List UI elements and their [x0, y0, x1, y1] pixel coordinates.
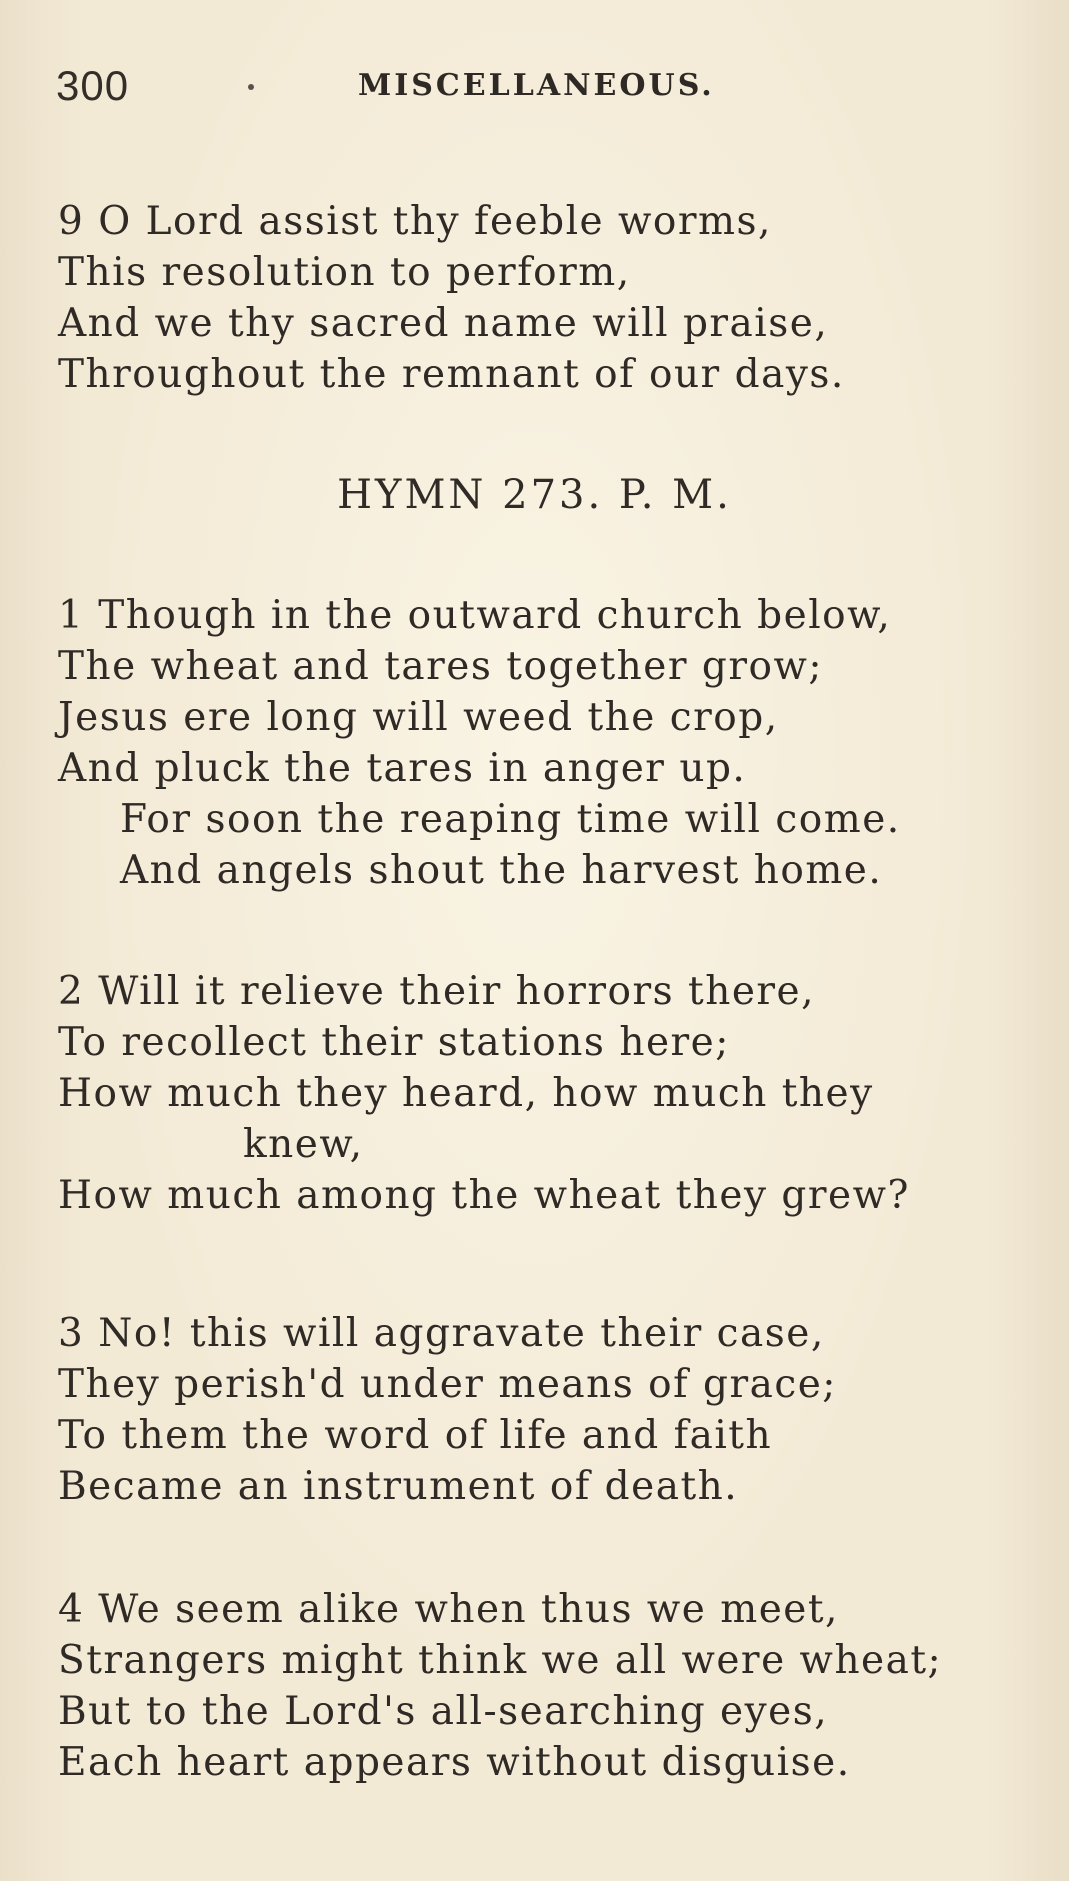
page-number: 300: [56, 62, 130, 109]
page-header: [56, 62, 1016, 122]
stanza-2: [58, 966, 1018, 1221]
verse-line-continuation: knew,: [243, 1122, 364, 1167]
verse-line: Jesus ere long will weed the crop,: [58, 695, 779, 740]
stanza-1: [58, 590, 1018, 896]
stanza-3: [58, 1308, 1018, 1512]
verse-line: Throughout the remnant of our days.: [58, 352, 845, 397]
verse-line: 9 O Lord assist thy feeble worms,: [58, 199, 772, 244]
verse-line: And we thy sacred name will praise,: [58, 301, 829, 346]
verse-line: They perish'd under means of grace;: [58, 1362, 837, 1407]
verse-line: This resolution to perform,: [58, 250, 631, 295]
verse-line: 3 No! this will aggravate their case,: [58, 1311, 825, 1356]
verse-line: To them the word of life and faith: [58, 1413, 773, 1458]
verse-line-indented: And angels shout the harvest home.: [120, 848, 883, 893]
verse-line: Became an instrument of death.: [58, 1464, 739, 1509]
running-head: MISCELLANEOUS.: [358, 68, 715, 103]
verse-line: 4 We seem alike when thus we meet,: [58, 1587, 839, 1632]
header-dot: [248, 84, 254, 90]
verse-line: Each heart appears without disguise.: [58, 1740, 851, 1785]
verse-line: How much they heard, how much they: [58, 1071, 874, 1116]
hymn-title: HYMN 273. P. M.: [337, 472, 732, 518]
verse-line: To recollect their stations here;: [58, 1020, 730, 1065]
stanza-4: [58, 1584, 1018, 1788]
verse-line: 2 Will it relieve their horrors there,: [58, 969, 816, 1014]
verse-line: The wheat and tares together grow;: [58, 644, 824, 689]
stanza-9: [58, 196, 1018, 400]
verse-line: But to the Lord's all-searching eyes,: [58, 1689, 829, 1734]
verse-line: Strangers might think we all were wheat;: [58, 1638, 943, 1683]
verse-line-indented: For soon the reaping time will come.: [120, 797, 901, 842]
verse-line: 1 Though in the outward church below,: [58, 593, 892, 638]
verse-line: How much among the wheat they grew?: [58, 1173, 910, 1218]
verse-line: And pluck the tares in anger up.: [58, 746, 747, 791]
